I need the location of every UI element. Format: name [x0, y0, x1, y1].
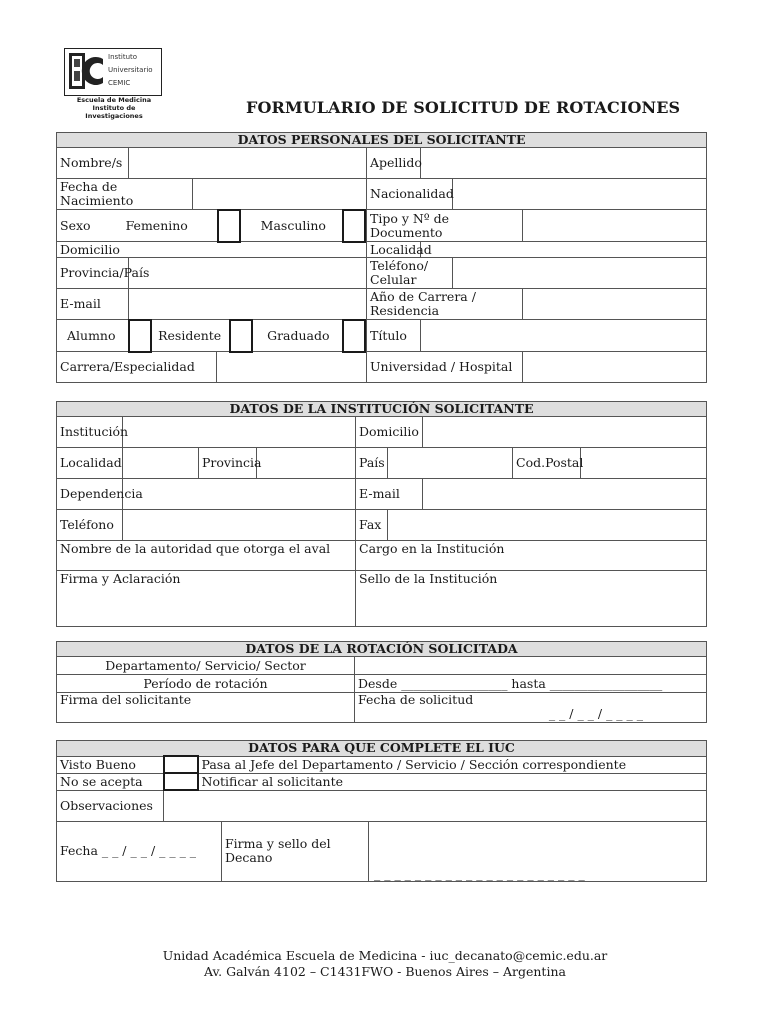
form-title: FORMULARIO DE SOLICITUD DE ROTACIONES [246, 98, 681, 117]
residente-checkbox[interactable] [229, 319, 253, 353]
inst-localidad-label: Localidad [57, 448, 123, 479]
inst-domicilio-label: Domicilio [356, 417, 423, 448]
localidad-field[interactable] [421, 242, 707, 258]
footer-line-1: Unidad Académica Escuela de Medicina - iuc_decanato@cemic.edu.ar [162, 948, 608, 963]
firma-decano-label: Firma y sello del Decano [222, 821, 369, 881]
iuc-section-header: DATOS PARA QUE COMPLETE EL IUC [57, 741, 707, 757]
personal-data-table [56, 132, 707, 383]
firma-decano-field[interactable] [369, 821, 707, 881]
fecha-solicitud-label: Fecha de solicitud [358, 692, 474, 707]
carrera-field[interactable] [217, 352, 367, 383]
school-line-1: Escuela de Medicina [76, 96, 152, 104]
fecha-solicitud-blank: _ _ / _ _ / _ _ _ _ [548, 706, 643, 721]
residente-label: Residente [158, 327, 222, 343]
apellido-field[interactable] [421, 148, 707, 179]
titulo-field[interactable] [421, 320, 707, 352]
email-field[interactable] [129, 289, 367, 320]
inst-fax-label: Fax [356, 510, 388, 541]
visto-bueno-checkbox[interactable] [164, 756, 198, 773]
sello-field[interactable] [356, 571, 707, 627]
domicilio-label: Domicilio [57, 242, 367, 258]
alumno-label: Alumno [67, 327, 116, 343]
anio-carrera-field[interactable] [523, 289, 707, 320]
dependencia-field[interactable] [123, 479, 356, 510]
iuc-fecha-field[interactable]: Fecha _ _ / _ _ / _ _ _ _ [57, 821, 222, 881]
tipo-solicitante-row [57, 320, 367, 352]
inst-cod-postal-label: Cod.Postal [513, 448, 581, 479]
inst-email-label: E-mail [356, 479, 423, 510]
nombre-field[interactable] [129, 148, 367, 179]
graduado-label: Graduado [267, 327, 330, 343]
telefono-field[interactable] [453, 258, 707, 289]
localidad-label: Localidad [367, 242, 421, 258]
femenino-checkbox[interactable] [217, 209, 241, 243]
rotation-data-table [56, 641, 707, 723]
nacionalidad-field[interactable] [453, 179, 707, 210]
observaciones-field[interactable] [164, 790, 707, 821]
anio-carrera-label: Año de Carrera / Residencia [367, 289, 523, 320]
observaciones-label: Observaciones [57, 790, 164, 821]
institution-data-table [56, 401, 707, 627]
dependencia-label: Dependencia [57, 479, 123, 510]
school-line-2: Instituto de Investigaciones [85, 104, 143, 120]
footer-line-2: Av. Galván 4102 – C1431FWO - Buenos Aires – Argentina [204, 964, 566, 979]
firma-aclaracion-label: Firma y Aclaración [60, 571, 181, 586]
fecha-nacimiento-label: Fecha de Nacimiento [57, 179, 193, 210]
email-label: E-mail [57, 289, 129, 320]
fecha-nacimiento-field[interactable] [193, 179, 367, 210]
sexo-label: Sexo [60, 217, 91, 233]
inst-fax-field[interactable] [388, 510, 707, 541]
logo-line-3: CEMIC [108, 79, 131, 87]
school-name [64, 96, 164, 120]
sexo-row [57, 210, 367, 242]
universidad-field[interactable] [523, 352, 707, 383]
cargo-label: Cargo en la Institución [359, 541, 505, 556]
inst-telefono-field[interactable] [123, 510, 356, 541]
inst-localidad-field[interactable] [123, 448, 199, 479]
provincia-label: Provincia/País [57, 258, 129, 289]
firma-aclaracion-field[interactable] [57, 571, 356, 627]
inst-pais-field[interactable] [388, 448, 513, 479]
cemic-logo-icon [69, 53, 103, 89]
tipo-documento-field[interactable] [523, 210, 707, 242]
tipo-documento-label: Tipo y Nº de Documento [367, 210, 523, 242]
cargo-field[interactable] [356, 541, 707, 571]
graduado-checkbox[interactable] [342, 319, 366, 353]
iuc-data-table [56, 740, 707, 882]
departamento-label: Departamento/ Servicio/ Sector [57, 657, 355, 675]
masculino-checkbox[interactable] [342, 209, 366, 243]
no-acepta-label: No se acepta [57, 773, 164, 790]
sello-label: Sello de la Institución [359, 571, 498, 586]
logo-line-1: Instituto [108, 53, 138, 61]
femenino-label: Femenino [125, 217, 188, 233]
autoridad-label: Nombre de la autoridad que otorga el aval [60, 541, 331, 556]
inst-domicilio-field[interactable] [423, 417, 707, 448]
titulo-label: Título [367, 320, 421, 352]
pasa-jefe-label: Pasa al Jefe del Departamento / Servicio / Sección correspondiente [198, 756, 707, 773]
inst-telefono-label: Teléfono [57, 510, 123, 541]
alumno-checkbox[interactable] [128, 319, 152, 353]
nombre-label: Nombre/s [57, 148, 129, 179]
institution-logo [64, 48, 162, 96]
inst-provincia-field[interactable] [257, 448, 356, 479]
telefono-label: Teléfono/ Celular [367, 258, 453, 289]
rotation-section-header: DATOS DE LA ROTACIÓN SOLICITADA [57, 642, 707, 657]
universidad-label: Universidad / Hospital [367, 352, 523, 383]
institution-section-header: DATOS DE LA INSTITUCIÓN SOLICITANTE [57, 402, 707, 417]
periodo-label: Período de rotación [57, 675, 355, 693]
autoridad-field[interactable] [57, 541, 356, 571]
departamento-field[interactable] [355, 657, 707, 675]
institucion-field[interactable] [123, 417, 356, 448]
carrera-label: Carrera/Especialidad [57, 352, 217, 383]
nacionalidad-label: Nacionalidad [367, 179, 453, 210]
inst-cod-postal-field[interactable] [581, 448, 707, 479]
inst-email-field[interactable] [423, 479, 707, 510]
firma-solicitante-field[interactable] [57, 693, 355, 723]
fecha-solicitud-field[interactable] [355, 693, 707, 723]
no-acepta-checkbox[interactable] [164, 773, 198, 790]
inst-provincia-label: Provincia [199, 448, 257, 479]
periodo-field[interactable]: Desde _________________ hasta __________________ [355, 675, 707, 693]
notificar-label: Notificar al solicitante [198, 773, 707, 790]
visto-bueno-label: Visto Bueno [57, 756, 164, 773]
firma-decano-line: _ _ _ _ _ _ _ _ _ _ _ _ _ _ _ _ _ _ _ _ _ [374, 865, 585, 881]
firma-solicitante-label: Firma del solicitante [60, 692, 192, 707]
institucion-label: Institución [57, 417, 123, 448]
masculino-label: Masculino [260, 217, 326, 233]
logo-line-2: Universitario [108, 66, 153, 74]
personal-section-header: DATOS PERSONALES DEL SOLICITANTE [57, 133, 707, 148]
provincia-field[interactable] [129, 258, 367, 289]
inst-pais-label: País [356, 448, 388, 479]
apellido-label: Apellido [367, 148, 421, 179]
